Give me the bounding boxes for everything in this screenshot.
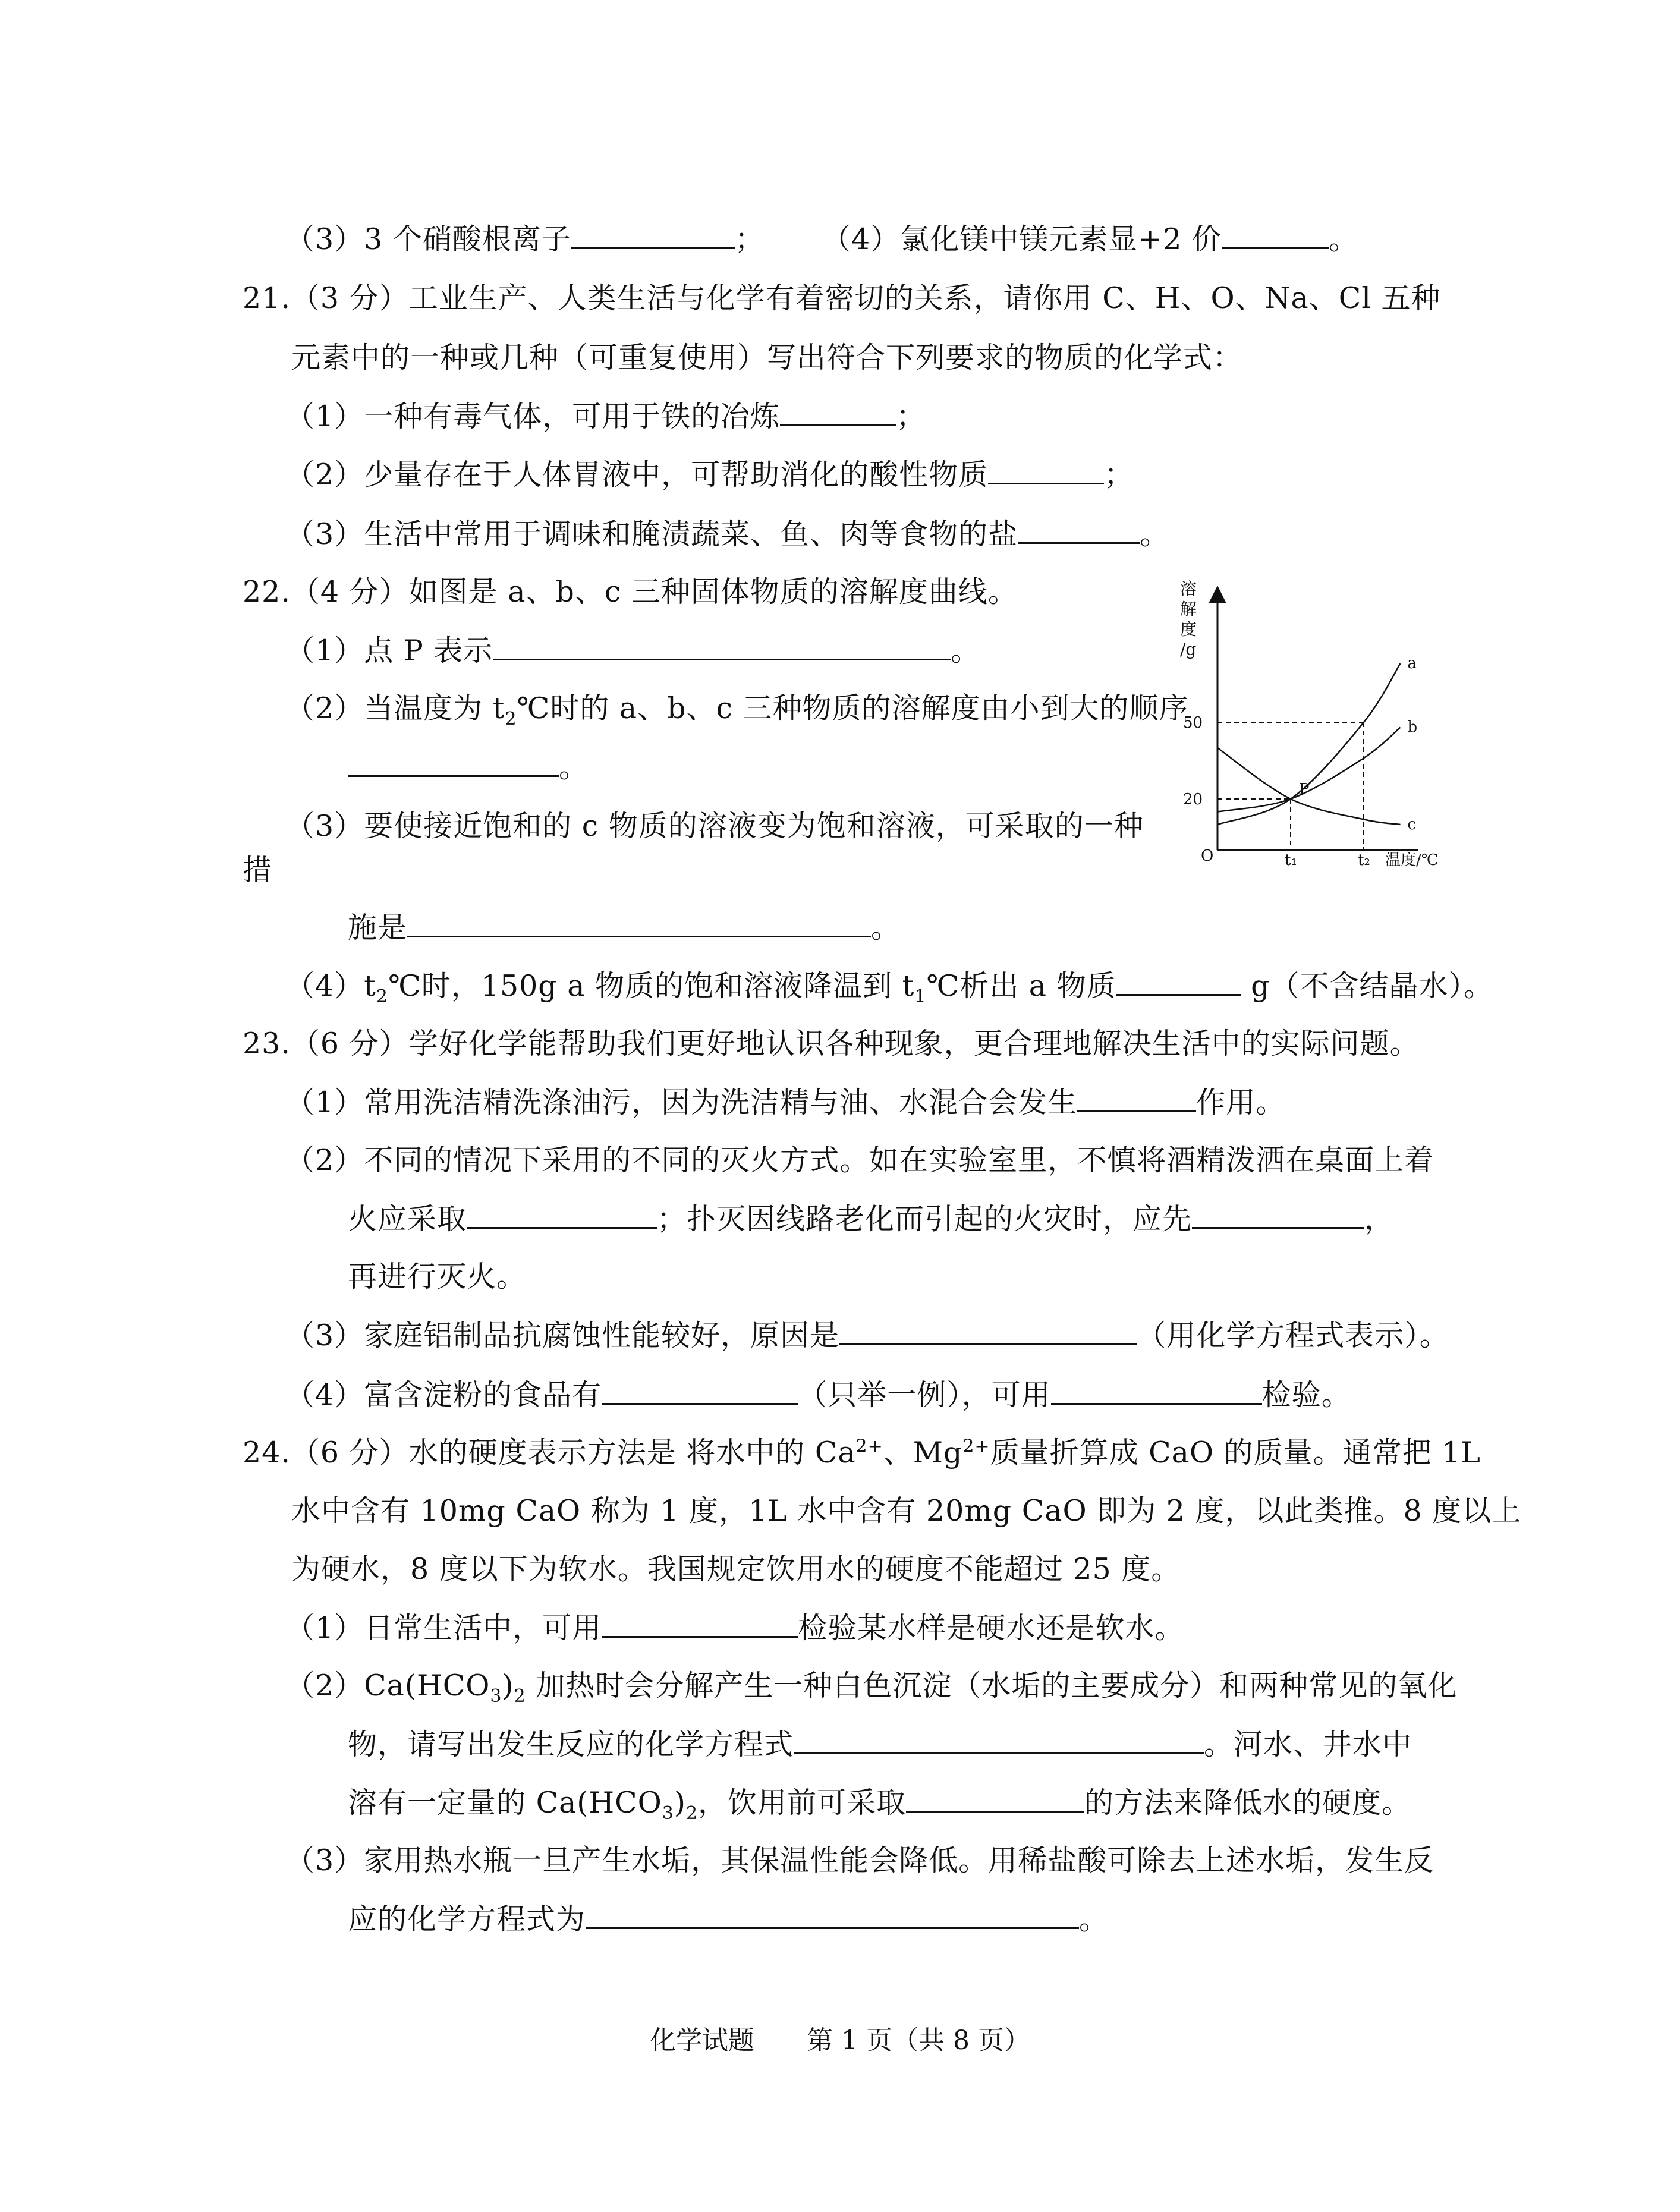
q24-2-text-d: 物，请写出发生反应的化学方程式 — [348, 1728, 794, 1761]
curve-a — [1217, 663, 1401, 825]
q23-1 — [285, 1084, 1285, 1121]
punct: ； — [896, 399, 926, 433]
answer-blank[interactable] — [1077, 1084, 1196, 1112]
punct: 。 — [951, 634, 981, 668]
q22-3: （3）要使接近饱和的 c 物质的溶液变为饱和溶液，可采取的一种 — [285, 809, 1144, 843]
solubility-curve-chart — [1177, 571, 1462, 880]
x-tick-label: t₂ — [1358, 851, 1370, 869]
q22-4-text-d: g（不含结晶水）。 — [1241, 969, 1494, 1003]
q24-1-text-a: （1）日常生活中，可用 — [285, 1611, 602, 1645]
punct: ； — [734, 222, 765, 256]
q21-1-text: （1）一种有毒气体，可用于铁的冶炼 — [285, 399, 781, 433]
point-p-label: P — [1299, 781, 1310, 798]
punct: ； — [1104, 458, 1134, 492]
q23-1-text-a: （1）常用洗洁精洗涤油污，因为洗洁精与油、水混合会发生 — [285, 1085, 1078, 1119]
q24-1 — [285, 1610, 1184, 1646]
q24-2-text-h: ，饮用前可采取 — [698, 1786, 907, 1820]
q21-3 — [285, 516, 1169, 552]
q21-1 — [285, 398, 926, 435]
q23-1-text-b: 作用。 — [1196, 1085, 1286, 1119]
q22-2-text-b: ℃时的 a、b、c 三种物质的溶解度由小到大的顺序 — [517, 691, 1189, 725]
y-label-char: /g — [1180, 640, 1197, 659]
q24-3-answer — [348, 1901, 1109, 1937]
q23-4-text-a: （4）富含淀粉的食品有 — [285, 1378, 602, 1412]
answer-blank[interactable] — [906, 1785, 1084, 1813]
q23-2-text-b: 火应采取 — [348, 1202, 467, 1236]
q24-2-text-e: 。河水、井水中 — [1204, 1728, 1412, 1761]
answer-blank[interactable] — [602, 1610, 798, 1638]
q23-stem: 23.（6 分）学好化学能帮助我们更好地认识各种现象，更合理地解决生活中的实际问题。 — [243, 1027, 1420, 1061]
subscript: 2 — [514, 1685, 526, 1707]
q24-2-equation — [348, 1726, 1412, 1763]
q20-line-4 — [822, 221, 1358, 257]
q20-4-text: （4）氯化镁中镁元素显+2 价 — [822, 222, 1222, 256]
q24-2-text-c: 加热时会分解产生一种白色沉淀（水垢的主要成分）和两种常见的氧化 — [526, 1669, 1458, 1703]
answer-blank[interactable] — [571, 221, 735, 249]
answer-blank[interactable] — [586, 1901, 1079, 1929]
q24-stem-2: 水中含有 10mg CaO 称为 1 度，1L 水中含有 20mg CaO 即为 2 度，以此类推。8 度以上 — [291, 1494, 1522, 1528]
q23-4-text-c: 检验。 — [1261, 1378, 1351, 1412]
q22-1-text: （1）点 P 表示 — [285, 634, 493, 668]
answer-blank[interactable] — [988, 457, 1104, 484]
x-tick-label: t₁ — [1285, 851, 1297, 869]
q22-1 — [285, 633, 980, 669]
q24-stem-text-b: 、Mg — [883, 1436, 963, 1470]
q24-2-method — [348, 1785, 1412, 1824]
answer-blank[interactable] — [407, 910, 871, 937]
q21-3-text: （3）生活中常用于调味和腌渍蔬菜、鱼、肉等食物的盐 — [285, 517, 1018, 551]
q21-stem-2: 元素中的一种或几种（可重复使用）写出符合下列要求的物质的化学式： — [291, 341, 1243, 375]
answer-blank[interactable] — [839, 1317, 1137, 1345]
y-tick-label: 50 — [1183, 714, 1203, 732]
answer-blank[interactable] — [1051, 1377, 1262, 1405]
answer-blank[interactable] — [493, 633, 951, 660]
q21-2 — [285, 457, 1134, 493]
answer-blank[interactable] — [602, 1377, 798, 1405]
q24-2-text-f: 溶有一定量的 Ca(HCO — [348, 1786, 662, 1820]
q23-3 — [285, 1317, 1449, 1354]
x-axis-label: 温度/℃ — [1385, 851, 1439, 869]
answer-blank[interactable] — [467, 1201, 657, 1229]
q22-stem: 22.（4 分）如图是 a、b、c 三种固体物质的溶解度曲线。 — [243, 575, 1018, 609]
q21-2-text: （2）少量存在于人体胃液中，可帮助消化的酸性物质 — [285, 458, 989, 492]
q24-stem-text-c: 质量折算成 CaO 的质量。通常把 1L — [990, 1436, 1481, 1470]
subscript: 2 — [376, 986, 388, 1007]
series-label-b: b — [1407, 718, 1418, 737]
y-tick-label: 20 — [1183, 791, 1203, 808]
q24-2-text-b: ) — [502, 1669, 514, 1703]
answer-blank[interactable] — [348, 749, 559, 777]
page-footer: 化学试题 第 1 页（共 8 页） — [650, 2025, 1030, 2056]
y-label-char: 度 — [1180, 619, 1197, 639]
punct: 。 — [559, 750, 589, 784]
y-axis-label — [1180, 579, 1197, 659]
subscript: 1 — [914, 986, 927, 1007]
y-label-char: 解 — [1180, 599, 1197, 619]
q21-stem-1: 21.（3 分）工业生产、人类生活与化学有着密切的关系，请你用 C、H、O、Na、Cl 五种 — [243, 281, 1441, 315]
q22-2-answer — [348, 749, 589, 785]
answer-blank[interactable] — [1116, 968, 1241, 996]
superscript: 2+ — [855, 1436, 883, 1457]
q22-2-text-a: （2）当温度为 t — [285, 691, 505, 725]
punct: 。 — [1328, 222, 1358, 256]
q24-2-text-a: （2）Ca(HCO — [285, 1669, 490, 1703]
q24-3-text-b: 应的化学方程式为 — [348, 1902, 586, 1936]
subscript: 3 — [490, 1685, 502, 1707]
answer-blank[interactable] — [1192, 1201, 1364, 1229]
q24-stem-text-a: 24.（6 分）水的硬度表示方法是 将水中的 Ca — [243, 1436, 856, 1470]
q23-2-end: 再进行灭火。 — [348, 1260, 527, 1294]
q23-4 — [285, 1377, 1351, 1413]
q23-2-answer — [348, 1201, 1394, 1237]
q23-3-text-b: （用化学方程式表示）。 — [1137, 1319, 1449, 1352]
answer-blank[interactable] — [794, 1726, 1204, 1754]
answer-blank[interactable] — [1018, 516, 1140, 544]
origin-label: O — [1201, 847, 1214, 865]
q22-3-text-c: 施是 — [348, 911, 408, 945]
q22-4-text-c: ℃析出 a 物质 — [926, 969, 1116, 1003]
punct: 。 — [871, 911, 901, 945]
punct: 。 — [1079, 1902, 1109, 1936]
q24-stem-3: 为硬水，8 度以下为软水。我国规定饮用水的硬度不能超过 25 度。 — [291, 1552, 1181, 1586]
superscript: 2+ — [962, 1436, 990, 1457]
q23-4-text-b: （只举一例），可用 — [798, 1378, 1051, 1412]
q24-2-text-i: 的方法来降低水的硬度。 — [1084, 1786, 1412, 1820]
subscript: 2 — [686, 1802, 699, 1824]
q22-4-text-b: ℃时，150g a 物质的饱和溶液降温到 t — [388, 969, 915, 1003]
q24-stem-1 — [243, 1435, 1481, 1471]
q24-2-text-g: ) — [674, 1786, 687, 1820]
series-label-c: c — [1407, 816, 1417, 833]
q22-3-wrap: 措 — [243, 853, 273, 887]
punct: ， — [1364, 1202, 1395, 1236]
q22-2 — [285, 691, 1189, 729]
q20-3-text: （3）3 个硝酸根离子 — [285, 222, 571, 256]
answer-blank[interactable] — [780, 398, 896, 426]
q24-1-text-b: 检验某水样是硬水还是软水。 — [798, 1611, 1185, 1645]
answer-blank[interactable] — [1222, 221, 1329, 249]
punct: 。 — [1140, 517, 1170, 551]
subscript: 2 — [505, 708, 517, 729]
q23-3-text-a: （3）家庭铝制品抗腐蚀性能较好，原因是 — [285, 1319, 840, 1352]
subscript: 3 — [662, 1802, 674, 1824]
series-label-a: a — [1407, 655, 1417, 673]
q22-4 — [285, 968, 1494, 1007]
q24-2 — [285, 1668, 1458, 1707]
y-label-char: 溶 — [1180, 579, 1197, 599]
q23-2-text-c: ；扑灭因线路老化而引起的火灾时，应先 — [657, 1202, 1193, 1236]
q22-4-text-a: （4）t — [285, 969, 376, 1003]
q22-3-answer — [348, 910, 901, 946]
q24-3: （3）家用热水瓶一旦产生水垢，其保温性能会降低。用稀盐酸可除去上述水垢，发生反 — [285, 1843, 1434, 1877]
q23-2: （2）不同的情况下采用的不同的灭火方式。如在实验室里，不慎将酒精泼洒在桌面上着 — [285, 1143, 1434, 1177]
q20-line-3-4 — [285, 221, 765, 257]
